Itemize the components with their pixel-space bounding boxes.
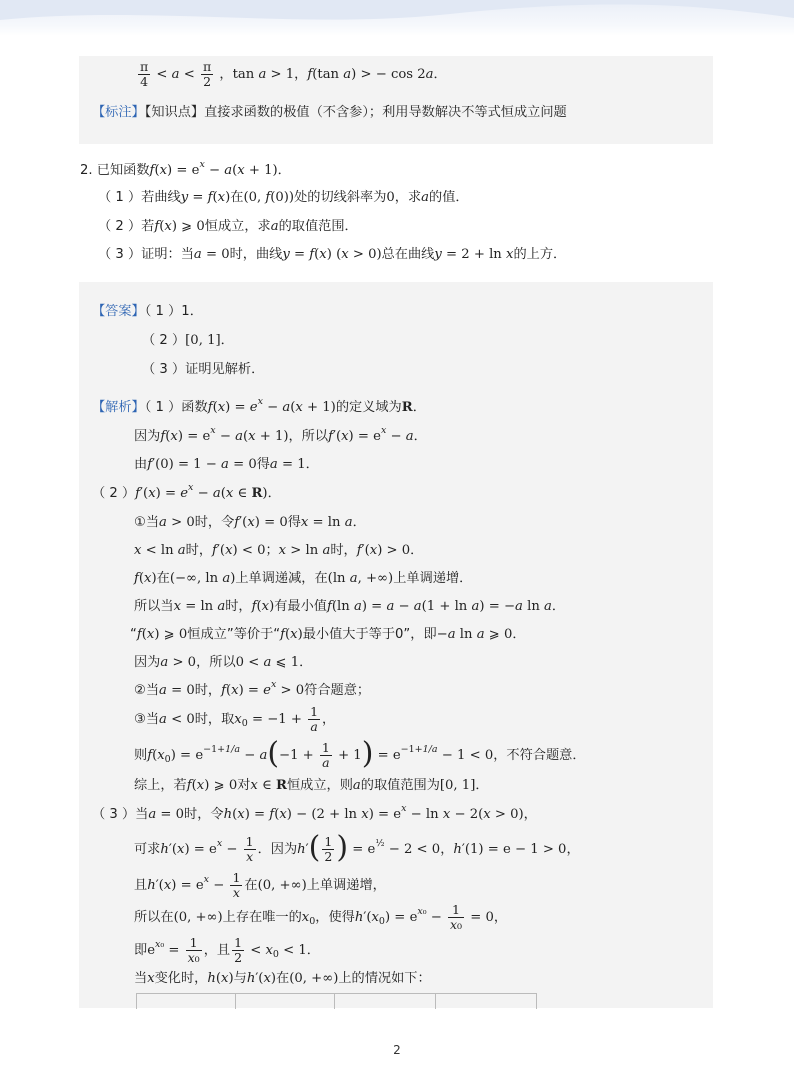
problem-part-2: （ 2 ）若f(x) ⩾ 0恒成立，求a的取值范围． bbox=[98, 219, 358, 234]
problem-part-3: （ 3 ）证明：当a = 0时，曲线y = f(x) (x > 0)总在曲线y = 2 + ln x的上方． bbox=[98, 247, 567, 262]
analysis-2-summary: 综上，若f(x) ⩾ 0对x ∈ R恒成立，则a的取值范围为[0, 1]． bbox=[134, 778, 489, 793]
page-header-band bbox=[0, 0, 794, 36]
analysis-2-case3b: 则$f(x_0) = e^{-1+1/a} - a(-1$ + $\frac{1}{a}$ + $1) = e^{-1+1/a} - 1 < 0$，不符合题意． bbox=[134, 735, 586, 771]
tag-label: 【标注】 bbox=[92, 105, 145, 120]
analysis-2-min: 所以当x = ln a时，f(x)有最小值f(ln a) = a − a(1 + ln a) = −a ln a． bbox=[134, 599, 566, 614]
analysis-3-ie: 即$e^{x_0}$ = $\frac{1}{\text{x₀}}$ ，且 $\frac{1}{2}$ < $x_0 < 1$． bbox=[134, 935, 320, 965]
analysis-3-deriv: 可求$h'(x) = e^x$ − $\frac{1}{x}$ ．因为h′( $\frac{1}{2}$ ) = $e^{\frac{1}{2}} - 2 < 0$，h′(1) = e − 1 > 0， bbox=[134, 829, 580, 865]
problem-part-1: （ 1 ）若曲线y = f(x)在(0, f(0))处的切线斜率为0，求a的值． bbox=[98, 190, 469, 205]
analysis-3-exist: 所以在(0, +∞)上存在唯一的$x_0$，使得$h'(x_0) = e^{x_0}$ − $\frac{1}{\text{x₀}}$ = 0， bbox=[134, 902, 508, 932]
answer-1: 【答案】（ 1 ）1． bbox=[92, 304, 203, 319]
tag-text: 【知识点】直接求函数的极值（不含参）；利用导数解决不等式恒成立问题 bbox=[144, 105, 567, 120]
analysis-1c: 由f′(0) = 1 − a = 0得a = 1． bbox=[134, 457, 319, 472]
table-cell bbox=[235, 994, 335, 1009]
analysis-3: （ 3 ）当a = 0时，令$h(x) = f(x) - (2 + \ln x) = e^x - \ln x - 2(x > 0)$， bbox=[92, 803, 537, 822]
analysis-2-range: 因为a > 0，所以0 < a ⩽ 1． bbox=[134, 655, 313, 670]
analysis-2-equiv: “f(x) ⩾ 0恒成立”等价于“f(x)最小值大于等于0”，即−a ln a ⩾ 0． bbox=[130, 627, 526, 642]
tag-line bbox=[92, 103, 567, 123]
answer-3: （ 3 ）证明见解析． bbox=[142, 362, 265, 377]
analysis-2-mono: f(x)在(−∞, ln a)上单调递减，在(ln a, +∞)上单调递增． bbox=[134, 571, 473, 586]
analysis-2-case2: ②当a = 0时，$f(x) = e^x > 0$符合题意； bbox=[134, 679, 371, 698]
analysis-2: （ 2 ）$f'(x) = e^x - a(x$ ∈ R)． bbox=[92, 482, 281, 501]
table-cell bbox=[435, 994, 537, 1009]
analysis-2-case1: ①当a > 0时，令f′(x) = 0得x = ln a． bbox=[134, 515, 366, 530]
problem-stem: 2. 已知函数$f(x) = e^x - a(x + 1)$． bbox=[80, 159, 291, 178]
header-wave-decoration bbox=[0, 0, 794, 36]
table-cell bbox=[334, 994, 436, 1009]
prev-solution-end: $\frac{\pi}{4}$ < a < $\frac{\pi}{2}$ ，tan a > 1，f(tan a) > − cos 2a． bbox=[140, 59, 447, 89]
analysis-3-inc: 且$h'(x) = e^x$ − $\frac{1}{x}$ 在(0, +∞)上单调递增， bbox=[134, 870, 386, 900]
analysis-2-case3: ③当a < 0时，取$x_0 = -1$ + $\frac{1}{a}$ ， bbox=[134, 704, 336, 734]
analysis-1: 【解析】（ 1 ）函数$f(x) = e^x - a(x + 1)$的定义域为R． bbox=[92, 396, 426, 415]
analysis-2-sign: x < ln a时，f′(x) < 0；x > ln a时，f′(x) > 0． bbox=[134, 543, 424, 558]
page-number: 2 bbox=[393, 1043, 401, 1057]
answer-2: （ 2 ）[0, 1]． bbox=[142, 333, 234, 348]
variation-table bbox=[136, 993, 537, 1009]
analysis-1b: 因为$f(x) = e^x - a(x + 1)$，所以$f'(x) = e^x - a$． bbox=[134, 425, 427, 444]
analysis-3-table-intro: 当x变化时，h(x)与h′(x)在(0, +∞)上的情况如下： bbox=[134, 971, 431, 986]
table-cell bbox=[137, 994, 236, 1009]
